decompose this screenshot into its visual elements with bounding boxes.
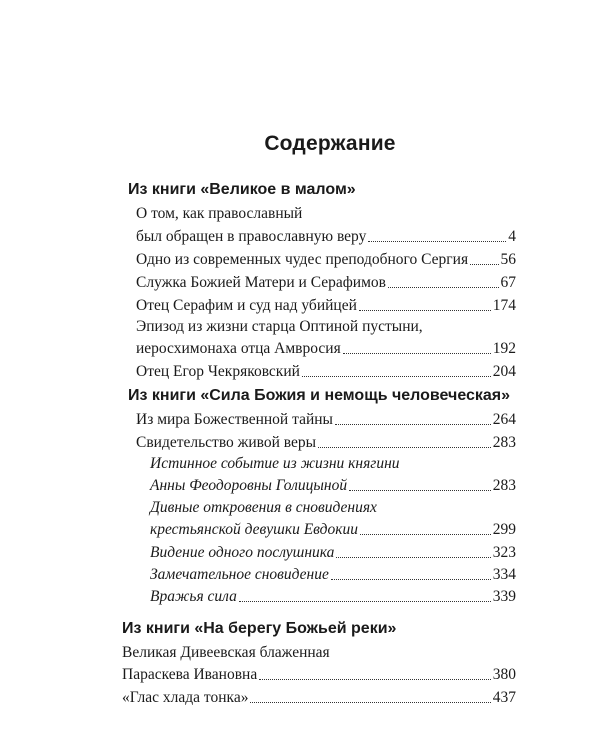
toc-entry-line1: Дивные откровения в сновидениях (150, 499, 377, 516)
toc-entry (150, 477, 516, 495)
leader-dots (359, 310, 491, 311)
toc-entry-page: 283 (492, 434, 516, 451)
toc-entry-page: 437 (492, 689, 516, 706)
section-heading-1: Из книги «Великое в малом» (128, 181, 356, 198)
toc-entry-title: Служка Божией Матери и Серафимов (136, 274, 386, 291)
toc-entry-title: Анны Феодоровны Голицыной (150, 477, 348, 494)
toc-entry (136, 363, 516, 381)
toc-entry-title: крестьянской девушки Евдокии (150, 521, 358, 538)
section-heading-3: Из книги «На берегу Божьей реки» (122, 620, 397, 637)
toc-entry (136, 297, 516, 315)
toc-entry-page: 380 (492, 666, 516, 683)
leader-dots (360, 534, 491, 535)
leader-dots (318, 447, 491, 448)
toc-entry-line1: Истинное событие из жизни княгини (150, 455, 400, 472)
toc-entry-page: 56 (500, 251, 516, 268)
page-title: Содержание (264, 132, 396, 155)
toc-entry (150, 588, 516, 606)
toc-entry-title: «Глас хлада тонка» (122, 689, 249, 706)
leader-dots (388, 287, 499, 288)
leader-dots (259, 679, 491, 680)
leader-dots (239, 601, 491, 602)
leader-dots (302, 376, 491, 377)
toc-entry-page: 334 (492, 566, 516, 583)
toc-entry-title: Свидетельство живой веры (136, 434, 317, 451)
toc-entry-page: 339 (492, 588, 516, 605)
toc-entry-page: 323 (492, 544, 516, 561)
leader-dots (368, 241, 506, 242)
leader-dots (349, 490, 491, 491)
toc-entry (136, 251, 516, 269)
toc-entry (150, 566, 516, 584)
toc-entry-line1: О том, как православный (136, 205, 303, 222)
toc-entry-title: иеросхимонаха отца Амвросия (136, 340, 341, 357)
section-heading-2: Из книги «Сила Божия и немощь человеческая» (128, 387, 511, 404)
leader-dots (336, 557, 490, 558)
toc-entry (136, 434, 516, 452)
toc-entry-page: 283 (492, 477, 516, 494)
toc-entry-page: 204 (492, 363, 516, 380)
toc-entry-page: 299 (492, 521, 516, 538)
toc-entry-line1: Великая Дивеевская блаженная (122, 644, 330, 661)
leader-dots (470, 264, 498, 265)
leader-dots (331, 579, 491, 580)
toc-entry (150, 521, 516, 539)
leader-dots (250, 702, 490, 703)
toc-entry-title: Видение одного послушника (150, 544, 335, 561)
toc-entry-page: 192 (492, 340, 516, 357)
toc-entry-page: 4 (508, 228, 516, 245)
toc-entry-title: Параскева Ивановна (122, 666, 258, 683)
toc-entry-title: Вражья сила (150, 588, 237, 605)
leader-dots (335, 424, 491, 425)
toc-entry-title: Отец Серафим и суд над убийцей (136, 297, 357, 314)
toc-entry-line1: Эпизод из жизни старца Оптиной пустыни, (136, 318, 423, 335)
toc-entry-title: Замечательное сновидение (150, 566, 329, 583)
toc-entry-title: Отец Егор Чекряковский (136, 363, 300, 380)
toc-entry-title: Одно из современных чудес преподобного Сергия (136, 251, 469, 268)
toc-entry (136, 228, 516, 246)
toc-entry (136, 340, 516, 358)
toc-entry-page: 67 (500, 274, 516, 291)
toc-entry (150, 544, 516, 562)
toc-entry (136, 411, 516, 429)
toc-entry-title: был обращен в православную веру (136, 228, 367, 245)
toc-entry-page: 174 (492, 297, 516, 314)
toc-entry (136, 274, 516, 292)
toc-entry-page: 264 (492, 411, 516, 428)
toc-entry-title: Из мира Божественной тайны (136, 411, 333, 428)
toc-entry (122, 666, 516, 684)
toc-entry (122, 689, 516, 707)
leader-dots (343, 353, 491, 354)
